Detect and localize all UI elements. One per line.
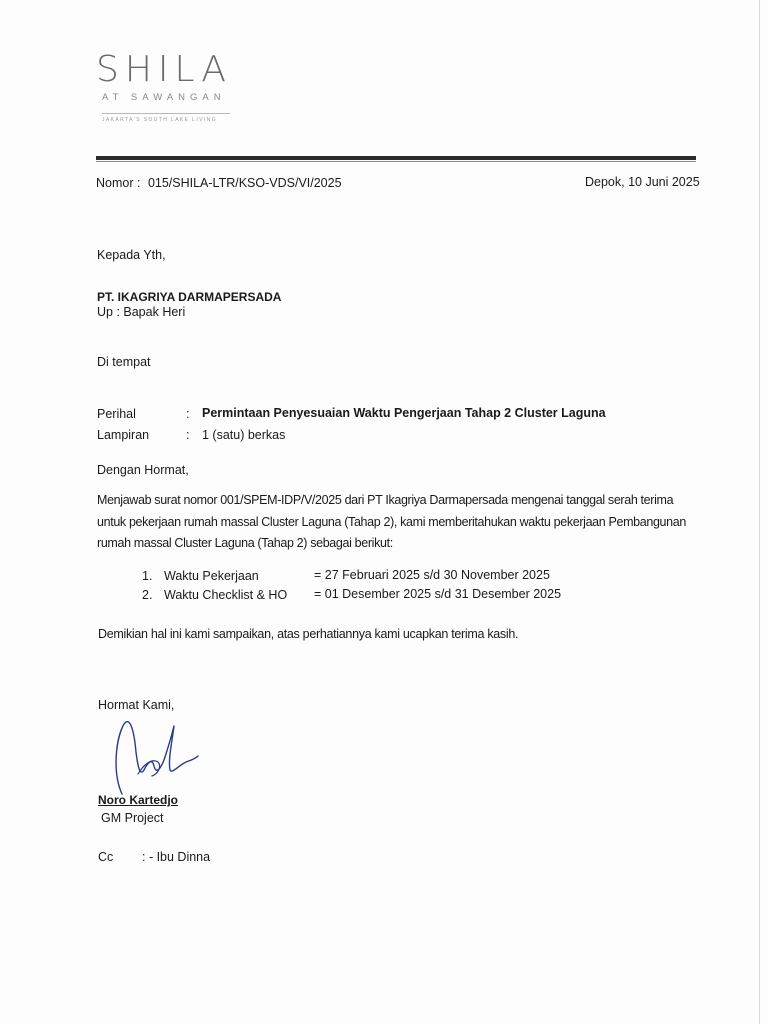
signatory-name: Noro Kartedjo <box>98 793 179 807</box>
recipient-company: PT. IKAGRIYA DARMAPERSADA <box>97 290 282 304</box>
logo-tagline: JAKARTA'S SOUTH LAKE LIVING <box>102 117 217 123</box>
recipient-attention: Up : Bapak Heri <box>97 305 186 319</box>
body-paragraph: Menjawab surat nomor 001/SPEM-IDP/V/2025 dari PT Ikagriya Darmapersada mengenai tanggal serah terima untuk pekerjaan rumah massal Cluster Laguna (Tahap 2), kami memberitahukan waktu pekerjaan Pembangunan rumah massal Cluster Laguna (Tahap 2) sebagai berikut: <box>97 493 686 550</box>
cc-label: Cc <box>98 850 114 864</box>
letter-number <box>96 176 342 191</box>
item-label: Waktu Pekerjaan <box>164 569 259 583</box>
nomor-value: 015/SHILA-LTR/KSO-VDS/VI/2025 <box>147 176 342 190</box>
perihal-value: Permintaan Penyesuaian Waktu Pengerjaan Tahap 2 Cluster Laguna <box>202 406 606 420</box>
logo-divider <box>102 113 230 114</box>
item-value: = 01 Desember 2025 s/d 31 Desember 2025 <box>314 587 562 601</box>
lampiran-value: 1 (satu) berkas <box>202 428 286 442</box>
perihal-label: Perihal <box>97 407 136 421</box>
perihal-colon: : <box>186 407 190 421</box>
signatory-title: GM Project <box>101 811 164 825</box>
page-edge <box>759 0 760 1024</box>
item-value: = 27 Februari 2025 s/d 30 November 2025 <box>314 568 550 582</box>
handwritten-signature <box>108 714 204 800</box>
item-label: Waktu Checklist & HO <box>164 588 288 602</box>
company-logo <box>96 50 246 123</box>
nomor-label: Nomor : <box>96 176 141 190</box>
recipient-location: Di tempat <box>97 355 151 369</box>
item-number: 2. <box>142 588 153 602</box>
lampiran-label: Lampiran <box>97 428 150 442</box>
header-divider <box>96 156 696 160</box>
salutation: Kepada Yth, <box>97 248 166 262</box>
header-divider-thin <box>96 161 696 162</box>
greeting: Dengan Hormat, <box>97 463 189 477</box>
logo-brand: SHILA <box>96 49 233 90</box>
cc-value: : - Ibu Dinna <box>142 850 211 864</box>
lampiran-colon: : <box>186 428 190 442</box>
logo-subtitle: AT SAWANGAN <box>102 92 226 103</box>
regards: Hormat Kami, <box>98 698 175 712</box>
closing-sentence: Demikian hal ini kami sampaikan, atas perhatiannya kami ucapkan terima kasih. <box>98 627 519 641</box>
item-number: 1. <box>142 569 153 583</box>
place-date: Depok, 10 Juni 2025 <box>585 175 700 189</box>
